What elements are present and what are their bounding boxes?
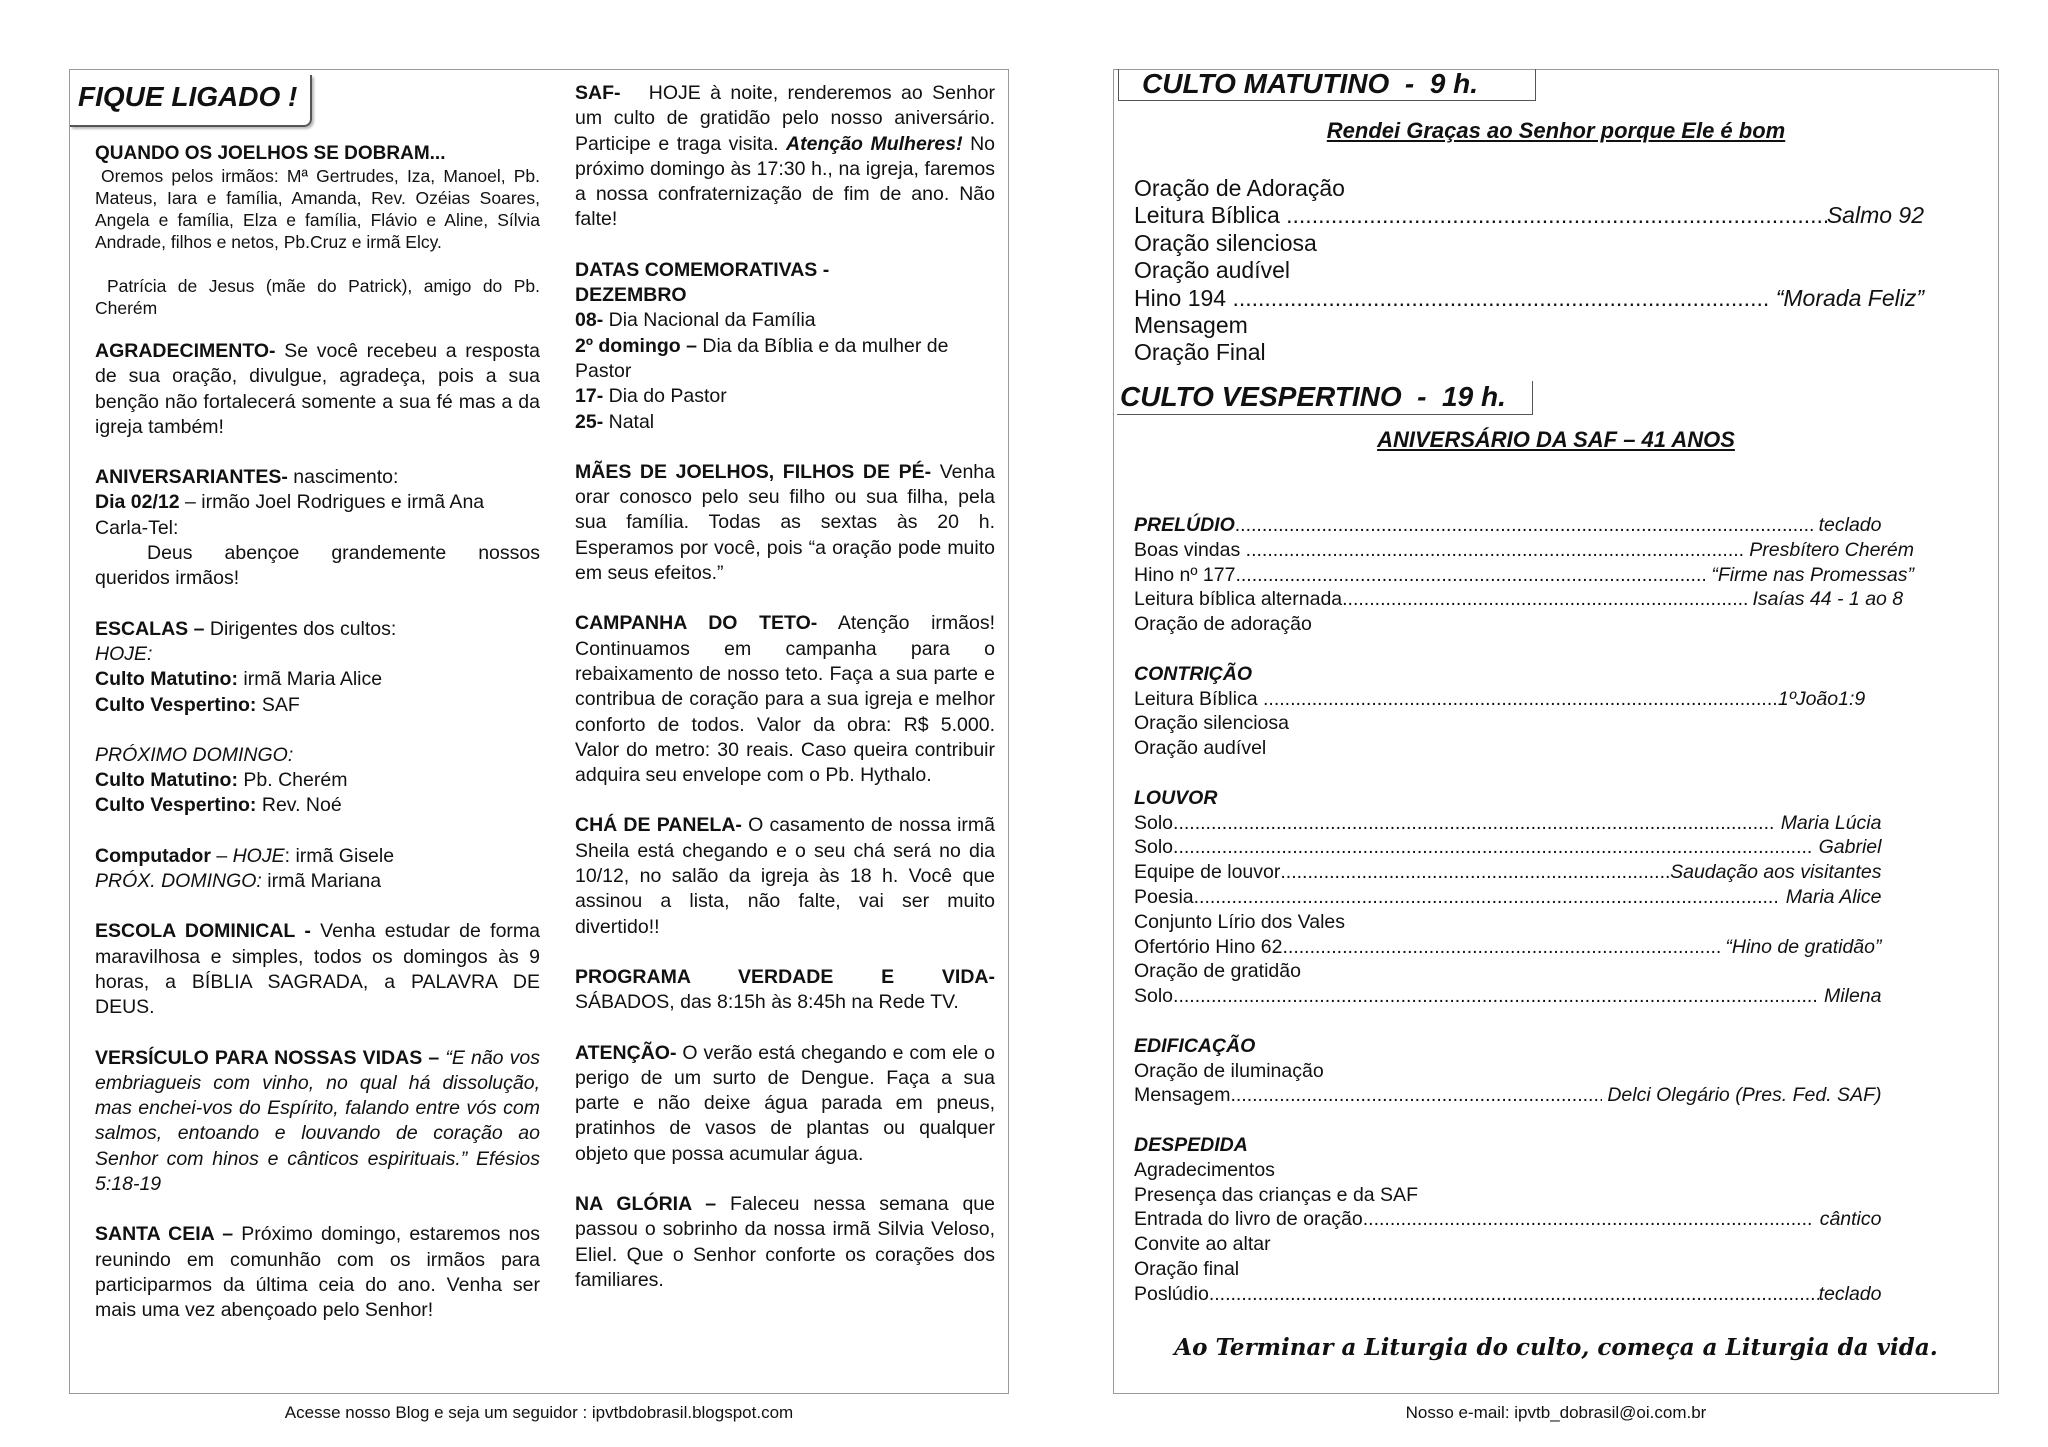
liturgy-item — [1134, 1232, 1914, 1257]
liturgy-label: Oração de Adoração — [1134, 175, 1345, 201]
data-text: Natal — [608, 410, 655, 433]
liturgy-item — [1134, 959, 1914, 984]
computador-prox-label: PRÓX. DOMINGO: — [95, 870, 262, 893]
liturgy-label: Entrada do livro de oração — [1134, 1208, 1363, 1231]
aniversariantes-title: ANIVERSARIANTES- — [95, 466, 288, 489]
saf-section — [575, 81, 995, 233]
liturgy-label: Oração silenciosa — [1134, 229, 1317, 256]
hoje-matutino-label: Culto Matutino: — [95, 668, 238, 691]
data-day: 08- — [575, 309, 604, 332]
liturgy-value: Maria Alice — [1785, 885, 1882, 908]
left-column-1 — [95, 142, 540, 1349]
data-day: 25- — [575, 410, 604, 433]
liturgy-value: Milena — [1824, 985, 1882, 1008]
saf-text: HOJE à noite, renderemos ao Senhor um culto de gratidão pelo nosso aniversário. Participe e traga visita. — [575, 82, 995, 155]
liturgy-item — [1134, 175, 1924, 202]
hoje-vespertino: SAF — [261, 693, 300, 716]
liturgy-value: Gabriel — [1818, 836, 1882, 859]
joelhos-title: QUANDO OS JOELHOS SE DOBRAM... — [95, 143, 446, 164]
liturgy-item — [1134, 1034, 1914, 1059]
data-text: Dia Nacional da Família — [608, 309, 816, 332]
vespertino-theme: ANIVERSÁRIO DA SAF – 41 ANOS — [1377, 427, 1735, 452]
liturgy-item — [1134, 786, 1914, 811]
liturgy-item — [1134, 885, 1914, 910]
liturgy-label: Oração de iluminação — [1134, 1059, 1324, 1082]
proximo-section — [95, 743, 540, 819]
escola-section — [95, 919, 540, 1020]
despedida-heading: DESPEDIDA — [1134, 1133, 1248, 1156]
liturgy-value: “Hino de gratidão” — [1725, 935, 1882, 958]
prox-matutino-label: Culto Matutino: — [95, 769, 238, 792]
liturgy-item — [1134, 513, 1914, 538]
liturgy-label: Oração audível — [1134, 737, 1267, 760]
cha-text: O casamento de nossa irmã Sheila está chegando e o seu chá será no dia 10/12, no salão da igreja às 18 h. Você que assinou a lista, não falte, vai ser muito divertido!! — [575, 814, 995, 938]
hoje-matutino: irmã Maria Alice — [243, 668, 383, 691]
liturgy-value: Presbítero Cherém — [1749, 538, 1914, 561]
aniversariantes-section — [95, 465, 540, 591]
liturgy-item — [1134, 285, 1924, 312]
liturgy-label: Conjunto Lírio dos Vales — [1134, 910, 1346, 933]
fique-ligado-title: FIQUE LIGADO ! — [70, 75, 312, 127]
maes-section — [575, 460, 995, 586]
liturgy-item — [1134, 1207, 1914, 1232]
computador-hoje-label: HOJE — [232, 844, 285, 867]
liturgy-item — [1134, 910, 1914, 935]
liturgy-value: 1ºJoão1:9 — [1777, 687, 1866, 710]
atencao-text: O verão está chegando e com ele o perigo de um surto de Dengue. Faça a sua parte e não deixe água parada em pneus, pratinhos de vasos de plantas ou qualquer objeto que possa acumular água. — [575, 1041, 995, 1165]
liturgy-value: Maria Lúcia — [1780, 811, 1882, 834]
programa-text: SÁBADOS, das 8:15h às 8:45h na Rede TV. — [575, 991, 959, 1014]
liturgy-label: Leitura Bíblica — [1134, 202, 1280, 229]
liturgy-item — [1134, 935, 1914, 960]
mulheres-title: Atenção Mulheres! — [786, 132, 963, 155]
liturgy-label: Mensagem — [1134, 312, 1248, 339]
liturgy-item — [1134, 612, 1914, 637]
versiculo-title: VERSÍCULO PARA NOSSAS VIDAS – — [95, 1046, 440, 1069]
liturgy-label: Oração silenciosa — [1134, 712, 1289, 735]
liturgy-value: teclado — [1818, 1282, 1882, 1305]
aniversariantes-date: Dia 02/12 — [95, 491, 180, 514]
aniversariantes-sub: nascimento: — [293, 466, 399, 489]
escola-title: ESCOLA DOMINICAL - — [95, 920, 311, 943]
teto-title: CAMPANHA DO TETO- — [575, 612, 818, 635]
preludio-heading: PRELÚDIO — [1134, 514, 1235, 536]
datas-title: DATAS COMEMORATIVAS - DEZEMBRO — [575, 258, 830, 307]
liturgy-item — [1134, 1282, 1914, 1307]
liturgy-label: Hino nº 177 — [1134, 563, 1236, 586]
liturgy-item — [1134, 1183, 1914, 1208]
hoje-vespertino-label: Culto Vespertino: — [95, 693, 257, 716]
liturgy-item — [1134, 1059, 1914, 1084]
liturgy-label: Convite ao altar — [1134, 1233, 1271, 1256]
liturgy-item — [1134, 587, 1914, 612]
teto-text: Atenção irmãos! Continuamos em campanha para o rebaixamento de nosso teto. Faça a sua parte e contribua de coração para a sua igreja e melhor conforto de todos. Valor da obra: R$ 5.000. Valor do metro: 30 reais. Caso queira contribuir adquira seu envelope com o Pb. Hythalo. — [575, 612, 996, 787]
liturgy-item — [1134, 984, 1914, 1009]
teto-section — [575, 611, 995, 788]
gloria-section — [575, 1192, 995, 1293]
liturgy-item — [1134, 312, 1924, 339]
saf-title: SAF- — [575, 82, 621, 104]
email-footer: Nosso e-mail: ipvtb_dobrasil@oi.com.br — [1405, 1403, 1707, 1422]
atencao-section — [575, 1041, 995, 1167]
liturgy-label: Leitura Bíblica — [1134, 687, 1258, 710]
liturgy-label: Poesia — [1134, 885, 1194, 908]
cha-section — [575, 813, 995, 939]
escalas-section — [95, 617, 540, 718]
aniversariantes-blessing: Deus abençoe grandemente nossos queridos irmãos! — [95, 542, 540, 590]
computador-section: Computador – HOJE: irmã Gisele PRÓX. DOMINGO: irmã Mariana — [95, 844, 395, 893]
programa-title: PROGRAMA VERDADE E VIDA- — [575, 965, 995, 988]
liturgy-label: Solo — [1134, 836, 1174, 859]
liturgy-label: Boas vindas — [1134, 538, 1241, 561]
liturgy-value: “Morada Feliz” — [1775, 284, 1924, 311]
escola-text: Venha estudar de forma maravilhosa e simples, todos os domingos às 9 horas, a BÍBLIA SAGRADA, a PALAVRA DE DEUS. — [95, 920, 540, 1019]
liturgy-item — [1134, 736, 1914, 761]
escalas-sub: Dirigentes dos cultos: — [209, 617, 397, 640]
liturgy-label: Oração final — [1134, 1257, 1240, 1280]
liturgy-item — [1134, 339, 1924, 366]
ceia-text: Próximo domingo, estaremos nos reunindo em comunhão com os irmãos para participarmos da última ceia do ano. Venha ser mais uma vez abençoado pelo Senhor! — [95, 1223, 540, 1322]
liturgy-item — [1134, 835, 1914, 860]
matutino-liturgy — [1134, 175, 1924, 367]
computador-prox: irmã Mariana — [267, 870, 382, 893]
liturgy-label: Oração Final — [1134, 339, 1266, 366]
liturgy-item — [1134, 1083, 1914, 1108]
liturgy-item — [1134, 1158, 1914, 1183]
liturgy-value: Delci Olegário (Pres. Fed. SAF) — [1607, 1084, 1882, 1107]
mulheres-text: No próximo domingo às 17:30 h., na igreja, faremos a nossa confraternização de fim de ano. Não falte! — [575, 132, 996, 231]
liturgy-label: Solo — [1134, 811, 1174, 834]
liturgy-label: Solo — [1134, 985, 1174, 1008]
gloria-text: Faleceu nessa semana que passou o sobrinho da nossa irmã Silvia Veloso, Eliel. Que o Senhor conforte os corações dos familiares. — [575, 1192, 995, 1291]
culto-matutino-title: CULTO MATUTINO - 9 h. — [1118, 69, 1536, 101]
closing-phrase: Ao Terminar a Liturgia do culto, começa a Liturgia da vida. — [1174, 1334, 1938, 1361]
prox-vespertino-label: Culto Vespertino: — [95, 794, 257, 817]
liturgy-label: Leitura bíblica alternada — [1134, 588, 1343, 611]
liturgy-item — [1134, 687, 1914, 712]
liturgy-value: cântico — [1819, 1208, 1882, 1231]
liturgy-item — [1134, 1257, 1914, 1282]
liturgy-value: “Firme nas Promessas” — [1711, 563, 1914, 586]
joelhos-text: Oremos pelos irmãos: Mª Gertrudes, Iza, Manoel, Pb. Mateus, Iara e família, Amanda, Rev. Ozéias Soares, Angela e família, Elza e família, Flávio e Aline, Sílvia Andrade, filhos e netos, Pb.Cruz e irmã Elcy. — [95, 166, 540, 252]
louvor-heading: LOUVOR — [1134, 786, 1218, 809]
liturgy-value: Isaías 44 - 1 ao 8 — [1752, 588, 1904, 611]
liturgy-item — [1134, 257, 1924, 284]
liturgy-item — [1134, 230, 1924, 257]
escalas-title: ESCALAS – — [95, 617, 205, 640]
vespertino-liturgy — [1134, 513, 1914, 1307]
prox-matutino: Pb. Cherém — [243, 769, 348, 792]
proximo-label: PRÓXIMO DOMINGO: — [95, 743, 294, 766]
cha-title: CHÁ DE PANELA- — [575, 814, 742, 837]
ceia-section — [95, 1222, 540, 1323]
agradecimento-title: AGRADECIMENTO- — [95, 340, 276, 362]
liturgy-item — [1134, 1133, 1914, 1158]
liturgy-value: teclado — [1818, 514, 1882, 536]
liturgy-item — [1134, 811, 1914, 836]
left-column-2 — [575, 81, 995, 1318]
liturgy-label: Poslúdio — [1134, 1282, 1209, 1305]
liturgy-label: Hino 194 — [1134, 284, 1227, 311]
liturgy-item — [1134, 711, 1914, 736]
maes-text: Venha orar conosco pelo seu filho ou sua filha, pela sua família. Todas as sextas às 20 h. Esperamos por você, pois “a oração pode muito em seus efeitos.” — [575, 460, 995, 585]
joelhos-section — [95, 142, 540, 319]
prox-vespertino: Rev. Noé — [261, 794, 342, 817]
liturgy-label: Presença das crianças e da SAF — [1134, 1183, 1418, 1206]
datas-section — [575, 258, 995, 435]
liturgy-item — [1134, 860, 1914, 885]
atencao-title: ATENÇÃO- — [575, 1041, 677, 1064]
liturgy-item — [1134, 538, 1914, 563]
versiculo-section — [95, 1046, 540, 1198]
edificacao-heading: EDIFICAÇÃO — [1134, 1034, 1256, 1057]
blog-footer: Acesse nosso Blog e seja um seguidor : ipvtbdobrasil.blogspot.com — [284, 1403, 794, 1422]
programa-section — [575, 965, 995, 1016]
versiculo-text: “E não vos embriagueis com vinho, no qual há dissolução, mas enchei-vos do Espírito, falando entre vós com salmos, entoando e louvando de coração ao Senhor com hinos e cânticos espirituais.” Efésios 5:18-19 — [95, 1046, 541, 1196]
culto-vespertino-title: CULTO VESPERTINO - 19 h. — [1117, 381, 1533, 415]
liturgy-label: Agradecimentos — [1134, 1158, 1275, 1181]
data-text: Dia da Bíblia e da mulher de Pastor — [575, 334, 949, 382]
liturgy-value: Saudação aos visitantes — [1670, 861, 1882, 884]
matutino-theme: Rendei Graças ao Senhor porque Ele é bom — [1326, 118, 1786, 143]
ceia-title: SANTA CEIA – — [95, 1223, 234, 1246]
liturgy-item — [1134, 662, 1914, 687]
liturgy-label: Ofertório Hino 62 — [1134, 935, 1283, 958]
aniversariantes-text: – irmão Joel Rodrigues e irmã Ana Carla-Tel: — [95, 491, 485, 539]
liturgy-label: Mensagem — [1134, 1084, 1231, 1107]
data-text: Dia do Pastor — [608, 385, 727, 408]
gloria-title: NA GLÓRIA – — [575, 1192, 717, 1215]
maes-title: MÃES DE JOELHOS, FILHOS DE PÉ- — [575, 460, 932, 483]
hoje-label: HOJE: — [95, 642, 153, 665]
contricao-heading: CONTRIÇÃO — [1134, 662, 1253, 685]
liturgy-item — [1134, 563, 1914, 588]
liturgy-label: Equipe de louvor — [1134, 861, 1281, 884]
computador-hoje: : irmã Gisele — [284, 844, 395, 867]
liturgy-label: Oração audível — [1134, 257, 1290, 284]
data-day: 17- — [575, 385, 604, 408]
data-day: 2º domingo – — [575, 334, 697, 357]
agradecimento-section — [95, 339, 540, 440]
liturgy-value: Salmo 92 — [1826, 202, 1924, 229]
liturgy-label: Oração de gratidão — [1134, 960, 1301, 983]
joelhos-text-2: Patrícia de Jesus (mãe do Patrick), amigo do Pb. Cherém — [95, 276, 540, 318]
agradecimento-text: Se você recebeu a resposta de sua oração, divulgue, agradeça, pois a sua benção não fortalecerá somente a sua fé mas a da igreja também! — [95, 340, 540, 438]
liturgy-item — [1134, 202, 1924, 229]
liturgy-label: Oração de adoração — [1134, 613, 1312, 636]
computador-label: Computador — [95, 844, 211, 867]
